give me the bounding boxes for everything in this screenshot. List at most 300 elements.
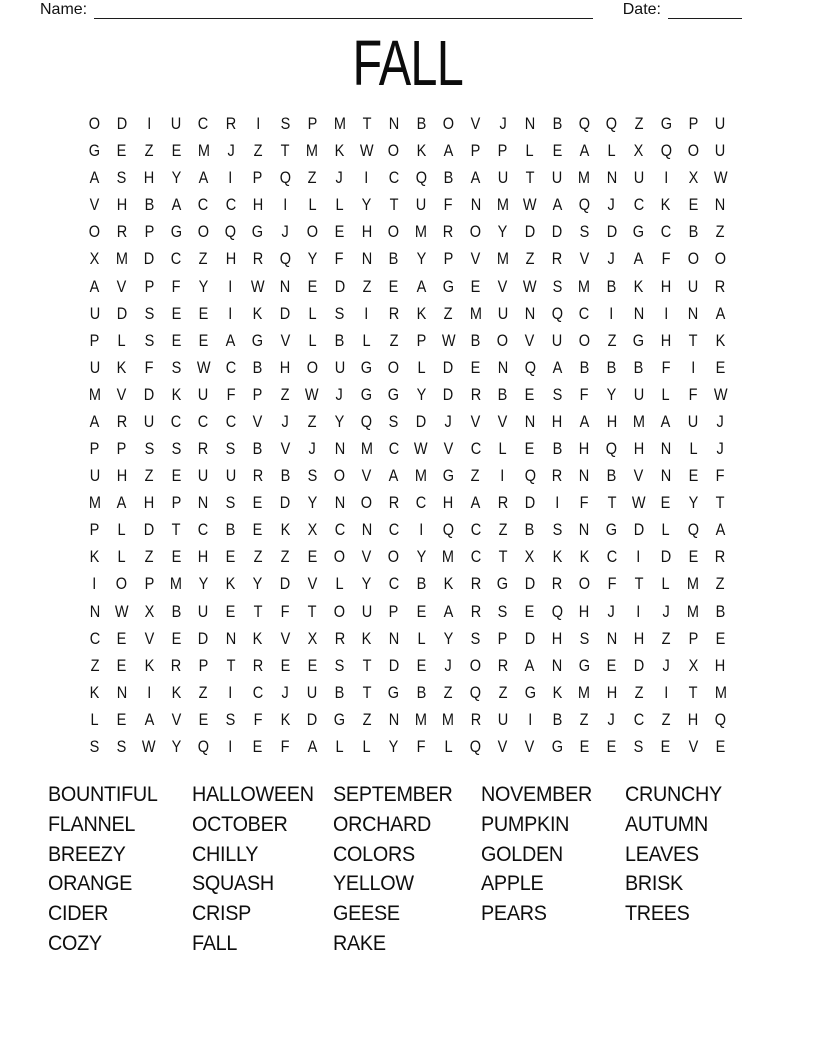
grid-letter-r7-c17: W <box>523 277 537 296</box>
grid-letter-r3-c15: A <box>470 169 481 188</box>
grid-letter-r20-c16: P <box>497 629 508 648</box>
grid-letter-r12-c4: C <box>170 412 182 431</box>
grid-letter-r5-c8: J <box>281 223 289 242</box>
grid-letter-r5-c21: G <box>633 223 645 242</box>
grid-letter-r15-c19: F <box>579 494 589 513</box>
grid-letter-r19-c21: I <box>636 602 641 621</box>
grid-letter-r20-c10: R <box>334 629 345 648</box>
grid-letter-r12-c20: H <box>606 412 617 431</box>
grid-letter-r23-c2: E <box>116 710 127 729</box>
word-item: YELLOW <box>333 871 414 896</box>
grid-letter-r24-c24: E <box>715 737 726 756</box>
grid-letter-r24-c21: S <box>633 737 644 756</box>
grid-letter-r4-c19: Q <box>578 196 590 215</box>
grid-letter-r22-c10: B <box>334 683 345 702</box>
word-item: BOUNTIFUL <box>48 782 158 806</box>
grid-letter-r4-c12: T <box>389 196 399 215</box>
grid-letter-r3-c17: T <box>525 169 535 188</box>
grid-letter-r19-c2: W <box>114 602 129 621</box>
grid-letter-r12-c21: M <box>632 412 645 431</box>
grid-letter-r14-c20: B <box>606 467 617 486</box>
grid-letter-r8-c1: U <box>89 304 100 323</box>
grid-letter-r9-c24: K <box>715 331 726 350</box>
grid-letter-r13-c18: B <box>552 440 562 459</box>
grid-letter-r6-c24: O <box>714 250 727 269</box>
grid-letter-r15-c12: R <box>388 494 400 513</box>
grid-letter-r16-c15: C <box>470 521 481 540</box>
grid-letter-r5-c7: G <box>252 223 264 242</box>
grid-letter-r10-c6: C <box>225 358 236 377</box>
grid-letter-r16-c13: I <box>419 521 424 540</box>
grid-letter-r19-c18: Q <box>551 602 563 621</box>
grid-letter-r12-c17: N <box>524 412 536 431</box>
grid-letter-r4-c23: E <box>688 196 699 215</box>
grid-letter-r3-c5: A <box>198 169 209 188</box>
grid-letter-r15-c1: M <box>88 494 101 513</box>
grid-letter-r20-c21: H <box>633 629 645 648</box>
grid-letter-r11-c9: W <box>305 385 320 404</box>
grid-letter-r22-c12: G <box>388 683 400 702</box>
grid-letter-r13-c11: M <box>360 440 373 459</box>
grid-letter-r23-c4: V <box>171 710 182 729</box>
grid-letter-r20-c18: H <box>551 629 563 648</box>
grid-letter-r2-c21: X <box>633 142 644 161</box>
grid-letter-r16-c20: G <box>605 521 618 540</box>
grid-letter-r12-c1: A <box>89 412 100 431</box>
grid-letter-r8-c7: K <box>253 304 263 323</box>
grid-letter-r4-c22: K <box>661 196 671 215</box>
grid-letter-r22-c5: Z <box>198 683 208 702</box>
grid-letter-r19-c23: M <box>687 602 700 621</box>
grid-letter-r11-c23: F <box>688 385 698 404</box>
grid-letter-r19-c7: T <box>253 602 263 621</box>
grid-letter-r13-c7: B <box>253 440 263 459</box>
grid-letter-r12-c10: Y <box>334 412 345 431</box>
grid-letter-r12-c11: Q <box>361 412 373 431</box>
grid-letter-r22-c11: T <box>362 683 372 702</box>
grid-letter-r7-c2: V <box>116 277 127 296</box>
grid-letter-r24-c20: E <box>606 737 617 756</box>
grid-letter-r8-c2: D <box>116 304 128 323</box>
grid-letter-r6-c22: F <box>661 250 671 269</box>
grid-letter-r8-c20: I <box>609 304 614 323</box>
grid-letter-r5-c10: E <box>334 223 345 242</box>
grid-letter-r9-c1: P <box>89 331 100 350</box>
grid-letter-r3-c2: S <box>116 169 127 188</box>
grid-letter-r3-c14: B <box>443 169 454 188</box>
grid-letter-r14-c3: Z <box>144 467 154 486</box>
grid-letter-r16-c14: Q <box>442 521 454 540</box>
grid-letter-r10-c19: B <box>579 358 590 377</box>
grid-letter-r1-c15: V <box>470 115 481 134</box>
grid-letter-r3-c9: Z <box>307 169 317 188</box>
word-item: FLANNEL <box>48 811 136 836</box>
grid-letter-r16-c21: D <box>633 521 645 540</box>
grid-letter-r18-c22: L <box>661 575 671 594</box>
grid-letter-r22-c8: J <box>281 683 289 702</box>
grid-letter-r11-c11: G <box>361 385 373 404</box>
grid-letter-r13-c20: Q <box>605 440 618 459</box>
grid-letter-r2-c9: M <box>306 142 319 161</box>
grid-letter-r17-c4: E <box>171 548 182 567</box>
grid-letter-r12-c23: U <box>687 412 699 431</box>
grid-letter-r13-c1: P <box>89 440 100 459</box>
grid-letter-r17-c24: R <box>715 548 726 567</box>
grid-letter-r6-c6: H <box>225 250 236 269</box>
grid-letter-r13-c8: V <box>280 440 290 459</box>
word-item: TREES <box>625 901 690 926</box>
grid-letter-r1-c24: U <box>715 115 726 134</box>
grid-letter-r3-c8: Q <box>279 169 291 188</box>
grid-letter-r2-c11: W <box>359 142 374 161</box>
grid-letter-r9-c7: G <box>252 331 264 350</box>
grid-letter-r10-c24: E <box>715 358 726 377</box>
grid-letter-r7-c14: G <box>442 277 454 296</box>
grid-letter-r20-c7: K <box>253 629 263 648</box>
word-list-column-3 <box>333 780 481 959</box>
grid-letter-r20-c20: N <box>606 629 617 648</box>
grid-letter-r10-c8: H <box>279 358 291 377</box>
grid-letter-r14-c9: S <box>307 467 318 486</box>
grid-letter-r11-c3: D <box>143 385 155 404</box>
grid-letter-r18-c18: R <box>551 575 563 594</box>
word-item: SEPTEMBER <box>333 782 453 806</box>
grid-letter-r16-c2: L <box>117 521 126 540</box>
grid-letter-r17-c12: O <box>388 548 400 567</box>
grid-letter-r14-c10: O <box>333 467 346 486</box>
grid-letter-r12-c8: J <box>281 412 289 431</box>
grid-letter-r12-c12: S <box>389 412 399 431</box>
grid-letter-r6-c8: Q <box>279 250 291 269</box>
grid-letter-r2-c10: K <box>334 142 345 161</box>
grid-letter-r23-c21: C <box>633 710 645 729</box>
grid-letter-r1-c14: O <box>442 115 454 134</box>
puzzle-title <box>0 27 816 99</box>
worksheet-header <box>40 1 742 19</box>
grid-letter-r9-c2: L <box>117 331 126 350</box>
grid-letter-r7-c20: B <box>606 277 617 296</box>
grid-letter-r11-c4: K <box>171 385 182 404</box>
grid-letter-r8-c12: R <box>388 304 400 323</box>
grid-letter-r9-c6: A <box>225 331 236 350</box>
grid-letter-r1-c2: D <box>116 115 128 134</box>
grid-letter-r21-c5: P <box>198 656 209 675</box>
grid-letter-r17-c20: C <box>606 548 617 567</box>
grid-letter-r4-c4: A <box>171 196 182 215</box>
grid-letter-r7-c19: M <box>578 277 591 296</box>
grid-letter-r8-c4: E <box>171 304 182 323</box>
grid-letter-r20-c14: Y <box>443 629 454 648</box>
grid-letter-r8-c10: S <box>334 304 345 323</box>
word-item: COLORS <box>333 841 415 866</box>
grid-letter-r22-c23: T <box>688 683 698 702</box>
grid-letter-r10-c21: B <box>633 358 644 377</box>
grid-letter-r5-c16: Y <box>497 223 508 242</box>
grid-letter-r8-c24: A <box>715 304 726 323</box>
word-item: GOLDEN <box>481 841 563 866</box>
grid-letter-r15-c5: N <box>198 494 209 513</box>
grid-letter-r22-c15: Q <box>469 683 482 702</box>
word-item: CHILLY <box>192 841 259 866</box>
grid-letter-r10-c13: L <box>417 358 426 377</box>
grid-letter-r7-c18: S <box>552 277 562 296</box>
grid-letter-r22-c17: G <box>524 683 536 702</box>
grid-letter-r22-c6: I <box>228 683 233 702</box>
grid-letter-r4-c7: H <box>252 196 264 215</box>
grid-letter-r16-c22: L <box>661 521 671 540</box>
grid-letter-r14-c8: B <box>280 467 290 486</box>
grid-letter-r11-c10: J <box>335 385 344 404</box>
grid-letter-r19-c10: O <box>333 602 346 621</box>
grid-letter-r18-c4: M <box>170 575 183 594</box>
grid-letter-r10-c18: A <box>552 358 562 377</box>
grid-letter-r22-c19: M <box>578 683 591 702</box>
grid-letter-r10-c1: U <box>89 358 100 377</box>
grid-letter-r8-c17: N <box>524 304 536 323</box>
grid-letter-r24-c15: Q <box>469 737 482 756</box>
grid-letter-r18-c16: G <box>497 575 509 594</box>
grid-letter-r8-c22: I <box>663 304 668 323</box>
grid-letter-r1-c16: J <box>499 115 507 134</box>
grid-letter-r6-c12: B <box>389 250 399 269</box>
grid-letter-r3-c11: I <box>364 169 369 188</box>
grid-letter-r7-c24: R <box>715 277 726 296</box>
grid-letter-r21-c19: G <box>578 656 590 675</box>
grid-letter-r1-c9: P <box>307 115 318 134</box>
grid-letter-r20-c11: K <box>361 629 372 648</box>
grid-letter-r7-c23: U <box>687 277 699 296</box>
grid-letter-r3-c20: N <box>606 169 617 188</box>
grid-letter-r22-c16: Z <box>498 683 508 702</box>
grid-letter-r23-c22: Z <box>661 710 671 729</box>
grid-letter-r6-c23: O <box>687 250 699 269</box>
grid-letter-r18-c23: M <box>687 575 700 594</box>
grid-letter-r16-c18: S <box>552 521 562 540</box>
grid-letter-r22-c22: I <box>663 683 668 702</box>
grid-letter-r17-c5: H <box>198 548 209 567</box>
grid-letter-r20-c13: L <box>417 629 426 648</box>
grid-letter-r2-c6: J <box>227 142 235 161</box>
grid-letter-r1-c13: B <box>416 115 426 134</box>
grid-letter-r13-c19: H <box>579 440 590 459</box>
grid-letter-r6-c5: Z <box>198 250 208 269</box>
grid-letter-r3-c22: I <box>663 169 668 188</box>
grid-letter-r5-c22: C <box>660 223 672 242</box>
word-item: PUMPKIN <box>481 811 570 836</box>
grid-letter-r17-c23: E <box>688 548 699 567</box>
grid-letter-r10-c14: D <box>443 358 454 377</box>
word-item: SQUASH <box>192 871 274 896</box>
grid-letter-r1-c5: C <box>198 115 209 134</box>
grid-letter-r11-c2: V <box>116 385 127 404</box>
grid-letter-r21-c18: N <box>551 656 563 675</box>
grid-letter-r14-c11: V <box>361 467 372 486</box>
grid-letter-r12-c19: A <box>579 412 590 431</box>
grid-letter-r9-c17: V <box>525 331 535 350</box>
grid-letter-r21-c15: O <box>469 656 482 675</box>
word-item: FALL <box>192 930 238 955</box>
grid-letter-r16-c11: N <box>361 521 372 540</box>
grid-letter-r20-c22: Z <box>661 629 671 648</box>
grid-letter-r15-c20: T <box>607 494 616 513</box>
grid-letter-r9-c18: U <box>551 331 563 350</box>
grid-letter-r17-c16: T <box>498 548 508 567</box>
grid-letter-r16-c23: Q <box>687 521 699 540</box>
grid-letter-r2-c23: O <box>687 142 699 161</box>
grid-letter-r3-c3: H <box>143 169 155 188</box>
word-item: LEAVES <box>625 841 699 866</box>
grid-letter-r19-c1: N <box>89 602 100 621</box>
grid-letter-r9-c23: T <box>688 331 698 350</box>
grid-letter-r5-c1: O <box>88 223 101 242</box>
grid-letter-r1-c20: Q <box>605 115 618 134</box>
grid-letter-r13-c13: W <box>414 440 428 459</box>
word-item: RAKE <box>333 930 386 955</box>
grid-letter-r24-c10: L <box>335 737 344 756</box>
grid-letter-r18-c15: R <box>470 575 481 594</box>
name-blank-line <box>94 3 593 19</box>
grid-letter-r24-c11: L <box>362 737 371 756</box>
grid-letter-r17-c6: E <box>225 548 236 567</box>
grid-letter-r6-c4: C <box>170 250 182 269</box>
grid-letter-r19-c19: H <box>579 602 590 621</box>
grid-letter-r18-c17: D <box>524 575 536 594</box>
grid-letter-r6-c17: Z <box>525 250 535 269</box>
grid-letter-r3-c19: M <box>578 169 591 188</box>
grid-letter-r14-c22: N <box>660 467 672 486</box>
grid-letter-r5-c18: D <box>551 223 563 242</box>
grid-letter-r8-c9: L <box>308 304 317 323</box>
grid-letter-r23-c10: G <box>333 710 346 729</box>
grid-letter-r15-c23: Y <box>688 494 699 513</box>
grid-letter-r2-c18: E <box>552 142 562 161</box>
grid-letter-r14-c21: V <box>633 467 644 486</box>
grid-letter-r21-c14: J <box>444 656 452 675</box>
grid-letter-r23-c16: U <box>497 710 508 729</box>
grid-letter-r14-c18: R <box>551 467 563 486</box>
grid-letter-r13-c24: J <box>716 440 725 459</box>
grid-letter-r13-c14: V <box>443 440 454 459</box>
grid-letter-r12-c9: Z <box>307 412 317 431</box>
grid-letter-r18-c24: Z <box>715 575 725 594</box>
word-item: ORCHARD <box>333 811 432 836</box>
grid-letter-r15-c24: T <box>715 494 725 513</box>
grid-letter-r23-c11: Z <box>362 710 372 729</box>
grid-letter-r1-c12: N <box>388 115 400 134</box>
grid-letter-r19-c14: A <box>443 602 454 621</box>
grid-letter-r14-c7: R <box>252 467 264 486</box>
grid-letter-r9-c22: H <box>660 331 672 350</box>
grid-letter-r22-c4: K <box>171 683 182 702</box>
word-item: AUTUMN <box>625 811 708 836</box>
word-list-column-4 <box>481 780 625 929</box>
grid-letter-r11-c14: D <box>443 385 454 404</box>
grid-letter-r7-c22: H <box>660 277 672 296</box>
word-item: CRISP <box>192 901 252 926</box>
grid-letter-r20-c15: S <box>470 629 481 648</box>
grid-letter-r17-c14: M <box>442 548 455 567</box>
grid-letter-r23-c3: A <box>144 710 154 729</box>
name-label: Name: <box>40 1 88 18</box>
grid-letter-r15-c13: C <box>415 494 427 513</box>
grid-letter-r2-c7: Z <box>253 142 263 161</box>
grid-letter-r21-c16: R <box>497 656 508 675</box>
grid-letter-r5-c23: B <box>688 223 699 242</box>
grid-letter-r15-c11: O <box>361 494 373 513</box>
grid-letter-r14-c24: F <box>715 467 725 486</box>
grid-letter-r21-c11: T <box>362 656 372 675</box>
grid-letter-r2-c3: Z <box>144 142 154 161</box>
grid-letter-r9-c11: L <box>362 331 371 350</box>
grid-letter-r4-c13: U <box>415 196 427 215</box>
grid-letter-r11-c17: E <box>525 385 535 404</box>
word-item: BREEZY <box>48 841 126 866</box>
grid-letter-r10-c4: S <box>171 358 182 377</box>
grid-letter-r16-c10: C <box>334 521 345 540</box>
grid-letter-r12-c6: C <box>225 412 236 431</box>
grid-letter-r24-c16: V <box>497 737 508 756</box>
grid-letter-r7-c4: F <box>171 277 181 296</box>
grid-letter-r5-c20: D <box>606 223 617 242</box>
grid-letter-r10-c7: B <box>253 358 263 377</box>
grid-letter-r11-c22: L <box>661 385 671 404</box>
grid-letter-r5-c13: M <box>415 223 428 242</box>
grid-letter-r13-c5: R <box>198 440 209 459</box>
grid-letter-r19-c17: E <box>525 602 535 621</box>
grid-letter-r15-c21: W <box>631 494 646 513</box>
grid-letter-r20-c8: V <box>280 629 290 648</box>
grid-letter-r7-c16: V <box>497 277 508 296</box>
grid-letter-r8-c19: C <box>579 304 590 323</box>
grid-letter-r8-c15: M <box>469 304 482 323</box>
grid-letter-r4-c21: C <box>633 196 645 215</box>
grid-letter-r7-c12: E <box>389 277 399 296</box>
word-item: NOVEMBER <box>481 782 593 806</box>
grid-letter-r7-c10: D <box>334 277 345 296</box>
grid-letter-r1-c1: O <box>88 115 101 134</box>
grid-letter-r8-c5: E <box>198 304 209 323</box>
grid-letter-r17-c13: Y <box>416 548 426 567</box>
grid-letter-r6-c16: M <box>496 250 509 269</box>
grid-letter-r8-c23: N <box>687 304 699 323</box>
grid-letter-r18-c20: F <box>607 575 616 594</box>
grid-letter-r16-c6: B <box>225 521 236 540</box>
grid-letter-r11-c21: U <box>633 385 645 404</box>
grid-letter-r4-c17: W <box>523 196 537 215</box>
grid-letter-r9-c16: O <box>497 331 509 350</box>
date-label: Date: <box>622 1 661 18</box>
grid-letter-r20-c4: E <box>171 629 182 648</box>
grid-letter-r12-c14: J <box>444 412 452 431</box>
grid-letter-r7-c9: E <box>307 277 318 296</box>
grid-letter-r14-c19: N <box>579 467 590 486</box>
grid-letter-r19-c22: J <box>662 602 670 621</box>
grid-letter-r23-c14: M <box>442 710 455 729</box>
grid-letter-r19-c20: J <box>607 602 616 621</box>
word-item: COZY <box>48 930 102 955</box>
grid-letter-r4-c16: M <box>496 196 509 215</box>
grid-letter-r19-c5: U <box>198 602 209 621</box>
grid-letter-r23-c20: J <box>607 710 616 729</box>
grid-letter-r17-c9: E <box>307 548 318 567</box>
grid-letter-r22-c24: M <box>714 683 727 702</box>
grid-letter-r23-c7: F <box>253 710 263 729</box>
grid-letter-r6-c1: X <box>89 250 100 269</box>
word-item: CRUNCHY <box>625 782 722 806</box>
grid-letter-r19-c24: B <box>715 602 726 621</box>
word-item: PEARS <box>481 901 547 926</box>
grid-letter-r20-c9: X <box>307 629 318 648</box>
